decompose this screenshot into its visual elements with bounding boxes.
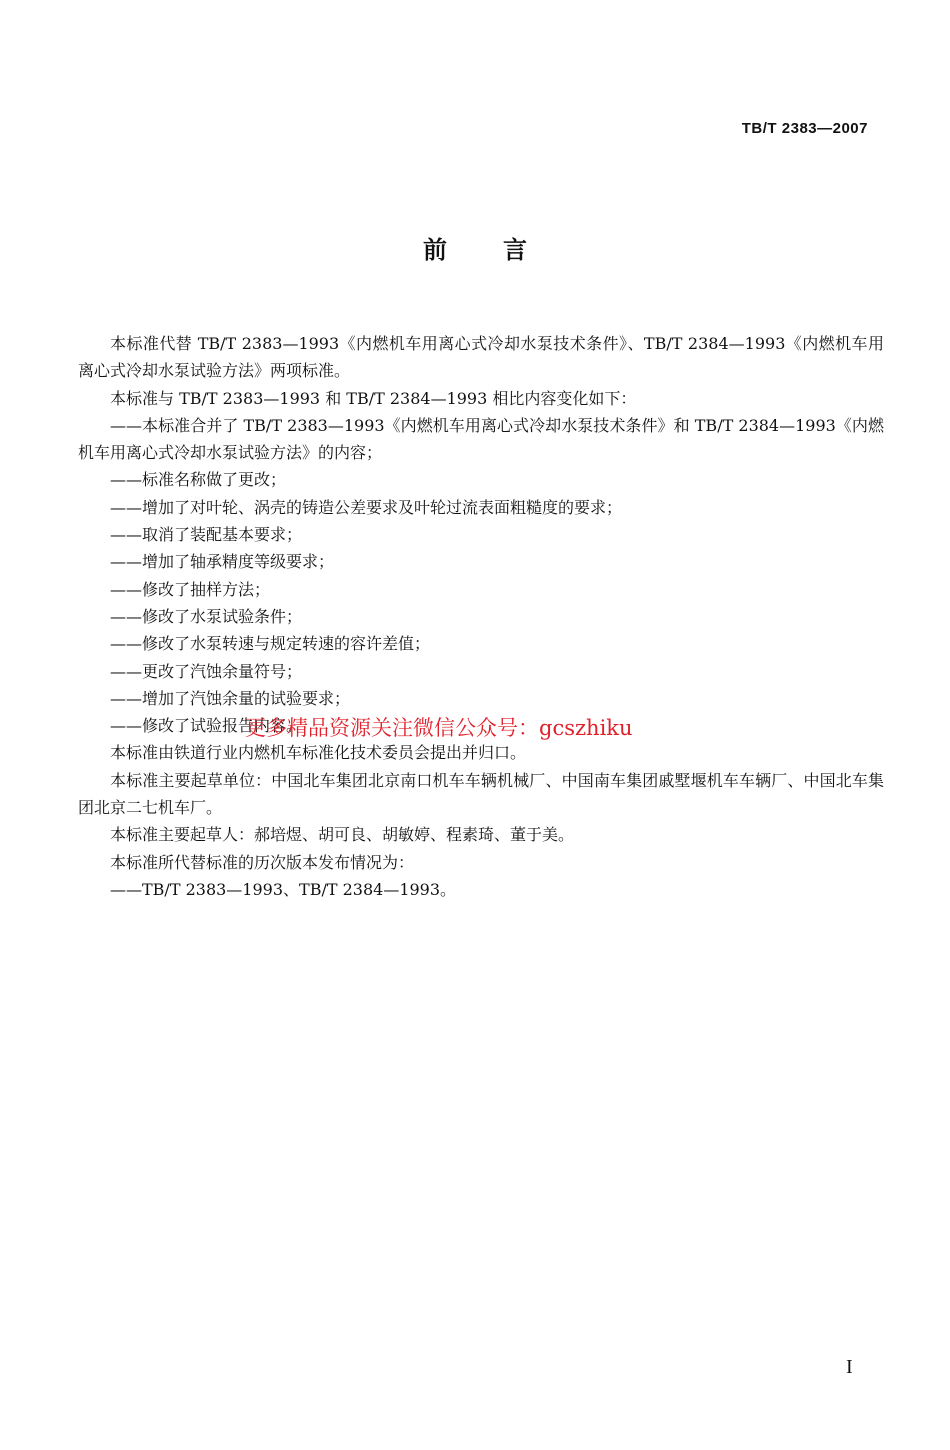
list-item: ——增加了汽蚀余量的试验要求； <box>110 688 351 708</box>
paragraph: 本标准主要起草单位：中国北车集团北京南口机车车辆机械厂、中国南车集团戚墅堰机车车辆厂、中国北车集团北京二七机车厂。 <box>78 770 884 818</box>
list-item: ——更改了汽蚀余量符号； <box>110 661 303 681</box>
list-item: ——修改了水泵转速与规定转速的容许差值； <box>110 634 431 654</box>
list-item: ——修改了水泵试验条件； <box>110 606 303 626</box>
page-number: I <box>846 1356 853 1378</box>
document-code: TB/T 2383—2007 <box>741 120 868 137</box>
list-item: ——标准名称做了更改； <box>110 470 287 490</box>
preface-body <box>78 330 884 903</box>
paragraph: 本标准与 TB/T 2383—1993 和 TB/T 2384—1993 相比内容变化如下： <box>110 388 637 408</box>
list-item: ——取消了装配基本要求； <box>110 525 303 545</box>
watermark-text: 更多精品资源关注微信公众号：gcszhiku <box>245 716 633 740</box>
paragraph: 本标准由铁道行业内燃机车标准化技术委员会提出并归口。 <box>110 743 527 763</box>
paragraph: 本标准所代替标准的历次版本发布情况为： <box>110 852 415 872</box>
list-item: ——修改了抽样方法； <box>110 579 271 599</box>
paragraph: 本标准主要起草人：郝培煜、胡可良、胡敏婷、程素琦、董于美。 <box>110 825 575 845</box>
list-item: ——本标准合并了 TB/T 2383—1993《内燃机车用离心式冷却水泵技术条件》和 TB/T 2384—1993《内燃机车用离心式冷却水泵试验方法》的内容； <box>78 415 884 463</box>
list-item: ——增加了对叶轮、涡壳的铸造公差要求及叶轮过流表面粗糙度的要求； <box>110 497 623 517</box>
list-item: ——修改了试验报告内容。 <box>110 716 303 736</box>
paragraph: 本标准代替 TB/T 2383—1993《内燃机车用离心式冷却水泵技术条件》、TB/T 2384—1993《内燃机车用离心式冷却水泵试验方法》两项标准。 <box>78 334 884 381</box>
section-title: 前言 <box>423 236 583 264</box>
list-item: ——增加了轴承精度等级要求； <box>110 552 335 572</box>
list-item: ——TB/T 2383—1993、TB/T 2384—1993。 <box>110 879 457 899</box>
